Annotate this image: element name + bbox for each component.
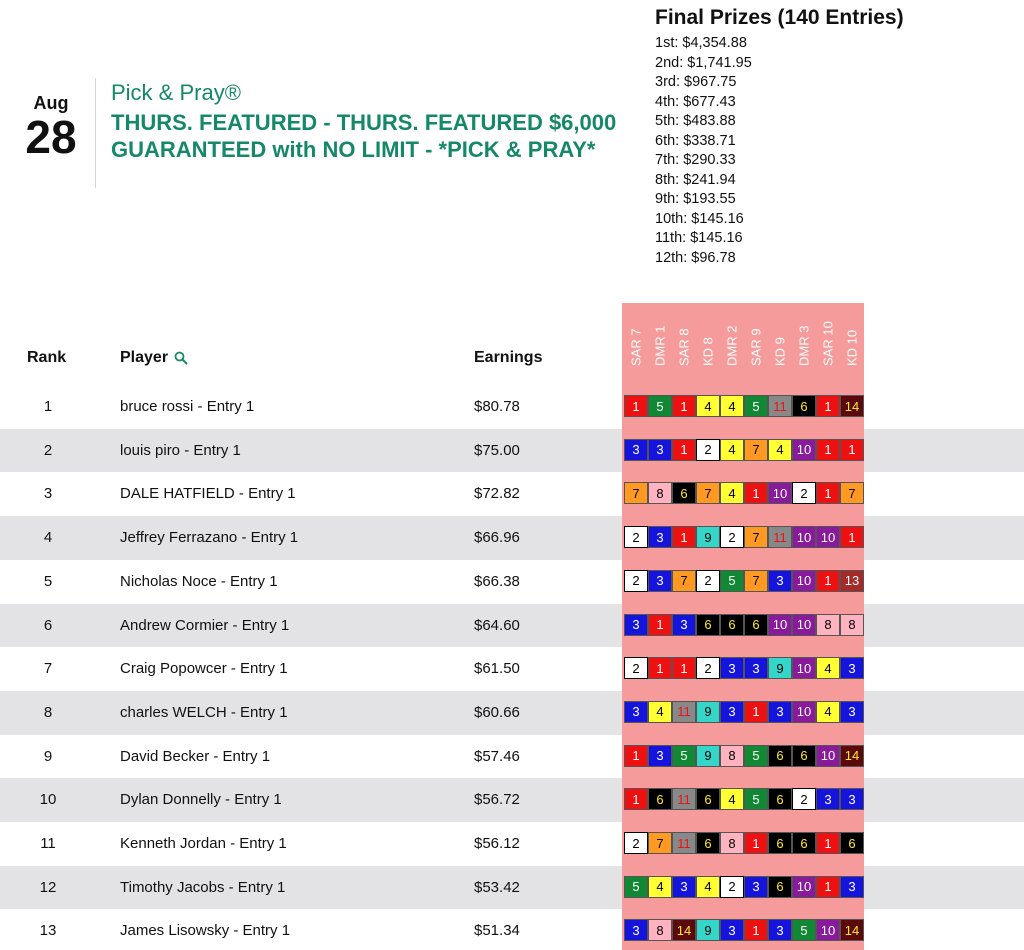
picks (624, 788, 864, 810)
pick-badge: 4 (648, 701, 672, 723)
contest-date (20, 93, 82, 163)
pick-badge: 6 (792, 395, 816, 417)
race-label-text: DMR 2 (724, 325, 740, 366)
cell-rank: 6 (43, 616, 53, 634)
cell-earnings: $56.72 (474, 791, 520, 809)
header-player-label: Player (120, 349, 169, 366)
pick-badge: 11 (672, 701, 696, 723)
race-label (648, 307, 672, 381)
pick-badge: 2 (624, 657, 648, 679)
pick-badge: 3 (840, 657, 864, 679)
pick-badge: 1 (744, 919, 768, 941)
pick-badge: 2 (624, 526, 648, 548)
picks (624, 614, 864, 636)
pick-badge: 4 (720, 788, 744, 810)
picks (624, 482, 864, 504)
table-header (0, 303, 1024, 385)
row-background (0, 429, 622, 473)
cell-earnings: $64.60 (474, 616, 520, 634)
cell-rank: 4 (43, 529, 53, 547)
row-background (0, 778, 622, 822)
pick-badge: 1 (648, 614, 672, 636)
pick-badge: 10 (792, 439, 816, 461)
pick-badge: 3 (840, 876, 864, 898)
cell-rank: 7 (43, 660, 53, 678)
pick-badge: 4 (816, 701, 840, 723)
row-background (0, 691, 622, 735)
race-label (792, 307, 816, 381)
pick-badge: 6 (720, 614, 744, 636)
pick-badge: 2 (624, 570, 648, 592)
pick-badge: 10 (792, 657, 816, 679)
pick-badge: 1 (816, 439, 840, 461)
pick-badge: 3 (768, 919, 792, 941)
pick-badge: 5 (744, 745, 768, 767)
pick-badge: 6 (768, 745, 792, 767)
pick-badge: 1 (816, 876, 840, 898)
contest-name: THURS. FEATURED - THURS. FEATURED $6,000 GUARANTEED with NO LIMIT - *PICK & PRAY* (111, 110, 617, 162)
pick-badge: 4 (720, 395, 744, 417)
pick-badge: 3 (648, 526, 672, 548)
race-label-text: SAR 9 (748, 328, 764, 366)
pick-badge: 6 (696, 832, 720, 854)
prize-item: 11th: $145.16 (655, 230, 743, 246)
cell-player[interactable]: bruce rossi - Entry 1 (120, 398, 255, 415)
pick-badge: 9 (696, 919, 720, 941)
pick-badge: 11 (768, 395, 792, 417)
cell-earnings: $66.96 (474, 529, 520, 547)
cell-rank: 9 (43, 747, 53, 765)
picks (624, 570, 864, 592)
pick-badge: 5 (720, 570, 744, 592)
pick-badge: 3 (672, 876, 696, 898)
pick-badge: 2 (792, 788, 816, 810)
pick-badge: 2 (696, 657, 720, 679)
pick-badge: 1 (624, 745, 648, 767)
cell-earnings: $80.78 (474, 398, 520, 415)
pick-badge: 6 (696, 614, 720, 636)
race-label-text: DMR 3 (796, 325, 812, 366)
cell-player[interactable]: Dylan Donnelly - Entry 1 (120, 791, 282, 809)
pick-badge: 11 (672, 788, 696, 810)
pick-badge: 14 (840, 919, 864, 941)
pick-badge: 1 (624, 788, 648, 810)
pick-badge: 1 (624, 395, 648, 417)
pick-badge: 10 (768, 614, 792, 636)
pick-badge: 7 (744, 526, 768, 548)
pick-badge: 1 (816, 482, 840, 504)
prize-item: 8th: $241.94 (655, 171, 736, 188)
pick-badge: 9 (696, 745, 720, 767)
final-prizes (655, 6, 904, 268)
pick-badge: 4 (696, 395, 720, 417)
row-background (864, 429, 1024, 473)
row-background (864, 604, 1024, 648)
pick-badge: 3 (840, 701, 864, 723)
pick-badge: 10 (792, 701, 816, 723)
picks (624, 745, 864, 767)
row-background (0, 472, 622, 516)
cell-rank: 3 (43, 485, 53, 503)
pick-badge: 1 (648, 657, 672, 679)
picks (624, 919, 864, 941)
row-background (0, 647, 622, 691)
pick-badge: 5 (648, 395, 672, 417)
pick-badge: 2 (792, 482, 816, 504)
pick-badge: 5 (624, 876, 648, 898)
cell-earnings: $61.50 (474, 660, 520, 678)
row-background (0, 822, 622, 866)
race-labels (622, 303, 864, 385)
table-row[interactable] (0, 822, 1024, 866)
pick-badge: 6 (840, 832, 864, 854)
pick-badge: 4 (816, 657, 840, 679)
pick-badge: 2 (720, 876, 744, 898)
row-background (864, 866, 1024, 910)
cell-earnings: $60.66 (474, 703, 520, 721)
cell-rank: 12 (39, 878, 57, 896)
row-background (864, 560, 1024, 604)
race-label-text: DMR 1 (652, 325, 668, 366)
cell-player[interactable]: David Becker - Entry 1 (120, 747, 271, 765)
header-earnings: Earnings (474, 349, 543, 366)
divider (95, 78, 96, 188)
pick-badge: 10 (816, 745, 840, 767)
row-background (0, 604, 622, 648)
table-row[interactable] (0, 604, 1024, 648)
pick-badge: 1 (672, 439, 696, 461)
picks (624, 526, 864, 548)
pick-badge: 4 (696, 876, 720, 898)
row-background (0, 735, 622, 779)
race-label (624, 307, 648, 381)
pick-badge: 5 (672, 745, 696, 767)
picks (624, 876, 864, 898)
pick-badge: 1 (840, 526, 864, 548)
table-row[interactable] (0, 866, 1024, 910)
header-player[interactable] (120, 349, 188, 367)
pick-badge: 4 (720, 439, 744, 461)
pick-badge: 5 (744, 395, 768, 417)
prize-item: 7th: $290.33 (655, 152, 736, 168)
pick-badge: 7 (624, 482, 648, 504)
cell-rank: 1 (43, 398, 53, 415)
row-background (864, 735, 1024, 779)
picks (624, 657, 864, 679)
pick-badge: 6 (792, 832, 816, 854)
race-label (840, 307, 864, 381)
pick-badge: 14 (672, 919, 696, 941)
cell-player[interactable]: Andrew Cormier - Entry 1 (120, 616, 290, 634)
pick-badge: 7 (744, 439, 768, 461)
pick-badge: 7 (696, 482, 720, 504)
pick-badge: 1 (744, 482, 768, 504)
pick-badge: 10 (792, 570, 816, 592)
table-row[interactable] (0, 429, 1024, 473)
pick-badge: 1 (840, 439, 864, 461)
pick-badge: 3 (672, 614, 696, 636)
pick-badge: 3 (768, 570, 792, 592)
prize-list (655, 34, 904, 268)
cell-rank: 2 (43, 441, 53, 459)
row-background (0, 516, 622, 560)
pick-badge: 8 (648, 482, 672, 504)
pick-badge: 1 (672, 526, 696, 548)
table-row[interactable] (0, 647, 1024, 691)
cell-player[interactable]: Jeffrey Ferrazano - Entry 1 (120, 529, 299, 547)
prize-item: 1st: $4,354.88 (655, 35, 747, 51)
pick-badge: 8 (720, 832, 744, 854)
picks (624, 701, 864, 723)
cell-rank: 10 (39, 791, 57, 809)
race-label-text: SAR 8 (676, 328, 692, 366)
date-day: 28 (25, 111, 77, 163)
pick-badge: 1 (744, 832, 768, 854)
pick-badge: 1 (744, 701, 768, 723)
pick-badge: 10 (792, 614, 816, 636)
pick-badge: 14 (840, 395, 864, 417)
prize-item: 6th: $338.71 (655, 132, 736, 149)
prize-item: 9th: $193.55 (655, 191, 736, 207)
pick-badge: 3 (648, 439, 672, 461)
cell-earnings: $72.82 (474, 485, 520, 503)
row-background (0, 909, 622, 950)
table-row[interactable] (0, 516, 1024, 560)
pick-badge: 10 (816, 919, 840, 941)
pick-badge: 3 (744, 657, 768, 679)
pick-badge: 8 (840, 614, 864, 636)
pick-badge: 5 (792, 919, 816, 941)
row-background (0, 866, 622, 910)
pick-badge: 3 (648, 570, 672, 592)
prize-item: 10th: $145.16 (655, 210, 744, 227)
row-background (864, 778, 1024, 822)
pick-badge: 8 (816, 614, 840, 636)
race-label-text: KD 9 (772, 337, 788, 366)
pick-badge: 2 (696, 439, 720, 461)
table-row[interactable] (0, 472, 1024, 516)
pick-badge: 1 (672, 395, 696, 417)
table-row[interactable] (0, 909, 1024, 950)
pick-badge: 2 (624, 832, 648, 854)
pick-badge: 3 (720, 657, 744, 679)
table-row[interactable] (0, 778, 1024, 822)
cell-earnings: $56.12 (474, 835, 520, 852)
picks (624, 395, 864, 417)
pick-badge: 6 (768, 832, 792, 854)
prizes-heading: Final Prizes (140 Entries) (655, 6, 904, 29)
cell-player[interactable]: Timothy Jacobs - Entry 1 (120, 878, 286, 896)
table-row[interactable] (0, 691, 1024, 735)
pick-badge: 3 (768, 701, 792, 723)
prize-item: 4th: $677.43 (655, 93, 736, 110)
row-background (864, 822, 1024, 866)
pick-badge: 6 (792, 745, 816, 767)
row-background (864, 909, 1024, 950)
race-label-text: SAR 7 (628, 328, 644, 366)
pick-badge: 14 (840, 745, 864, 767)
pick-badge: 1 (672, 657, 696, 679)
pick-badge: 3 (840, 788, 864, 810)
table-row[interactable] (0, 385, 1024, 429)
prize-item: 5th: $483.88 (655, 113, 736, 129)
pick-badge: 10 (792, 876, 816, 898)
contest-title (111, 80, 631, 163)
pick-badge: 3 (624, 439, 648, 461)
row-background (864, 385, 1024, 429)
race-label-text: SAR 10 (820, 321, 836, 366)
pick-badge: 3 (624, 614, 648, 636)
date-month: Aug (33, 93, 69, 113)
pick-badge: 4 (648, 876, 672, 898)
cell-player[interactable]: louis piro - Entry 1 (120, 441, 241, 459)
race-label-text: KD 8 (700, 337, 716, 366)
race-label-text: KD 10 (844, 329, 860, 366)
pick-badge: 9 (696, 701, 720, 723)
cell-player[interactable]: James Lisowsky - Entry 1 (120, 922, 291, 940)
pick-badge: 5 (744, 788, 768, 810)
pick-badge: 7 (648, 832, 672, 854)
pick-badge: 3 (624, 701, 648, 723)
pick-badge: 10 (768, 482, 792, 504)
row-background (864, 516, 1024, 560)
race-label (816, 307, 840, 381)
pick-badge: 7 (744, 570, 768, 592)
cell-player[interactable]: DALE HATFIELD - Entry 1 (120, 485, 296, 503)
pick-badge: 13 (840, 570, 864, 592)
cell-player[interactable]: Nicholas Noce - Entry 1 (120, 572, 278, 590)
cell-rank: 11 (40, 835, 56, 852)
pick-badge: 6 (744, 614, 768, 636)
row-background (864, 472, 1024, 516)
row-background (864, 691, 1024, 735)
pick-badge: 3 (648, 745, 672, 767)
cell-rank: 5 (43, 572, 53, 590)
pick-badge: 6 (648, 788, 672, 810)
header-rank: Rank (27, 349, 67, 366)
prize-item: 3rd: $967.75 (655, 74, 737, 90)
cell-earnings: $51.34 (474, 922, 520, 940)
pick-badge: 11 (768, 526, 792, 548)
magnifier-icon[interactable] (174, 351, 188, 365)
race-label (768, 307, 792, 381)
cell-earnings: $53.42 (474, 878, 520, 896)
cell-rank: 13 (39, 922, 57, 940)
race-label (720, 307, 744, 381)
picks (624, 832, 864, 854)
pick-badge: 2 (720, 526, 744, 548)
pick-badge: 3 (816, 788, 840, 810)
cell-player[interactable]: Kenneth Jordan - Entry 1 (120, 835, 287, 852)
picks (624, 439, 864, 461)
pick-badge: 9 (768, 657, 792, 679)
pick-badge: 7 (672, 570, 696, 592)
pick-badge: 2 (696, 570, 720, 592)
table-row[interactable] (0, 560, 1024, 604)
pick-badge: 3 (720, 701, 744, 723)
cell-rank: 8 (43, 703, 53, 721)
pick-badge: 6 (696, 788, 720, 810)
race-label (672, 307, 696, 381)
cell-earnings: $66.38 (474, 572, 520, 590)
pick-badge: 8 (720, 745, 744, 767)
pick-badge: 3 (744, 876, 768, 898)
pick-badge: 10 (816, 526, 840, 548)
pick-badge: 9 (696, 526, 720, 548)
row-background (0, 385, 622, 429)
pick-badge: 1 (816, 395, 840, 417)
pick-badge: 11 (672, 832, 696, 854)
pick-badge: 6 (768, 876, 792, 898)
pick-badge: 3 (624, 919, 648, 941)
table-row[interactable] (0, 735, 1024, 779)
pick-badge: 7 (840, 482, 864, 504)
pick-badge: 1 (816, 832, 840, 854)
prize-item: 12th: $96.78 (655, 249, 736, 266)
row-background (864, 647, 1024, 691)
pick-badge: 3 (720, 919, 744, 941)
race-label (744, 307, 768, 381)
race-label (696, 307, 720, 381)
pick-badge: 1 (816, 570, 840, 592)
pick-badge: 4 (720, 482, 744, 504)
row-background (0, 560, 622, 604)
cell-earnings: $57.46 (474, 747, 520, 765)
prize-item: 2nd: $1,741.95 (655, 54, 752, 71)
pick-badge: 6 (768, 788, 792, 810)
cell-player[interactable]: Craig Popowcer - Entry 1 (120, 660, 288, 678)
cell-earnings: $75.00 (474, 441, 520, 459)
pick-badge: 10 (792, 526, 816, 548)
cell-player[interactable]: charles WELCH - Entry 1 (120, 703, 288, 721)
contest-brand: Pick & Pray® (111, 80, 241, 105)
pick-badge: 4 (768, 439, 792, 461)
pick-badge: 8 (648, 919, 672, 941)
pick-badge: 6 (672, 482, 696, 504)
